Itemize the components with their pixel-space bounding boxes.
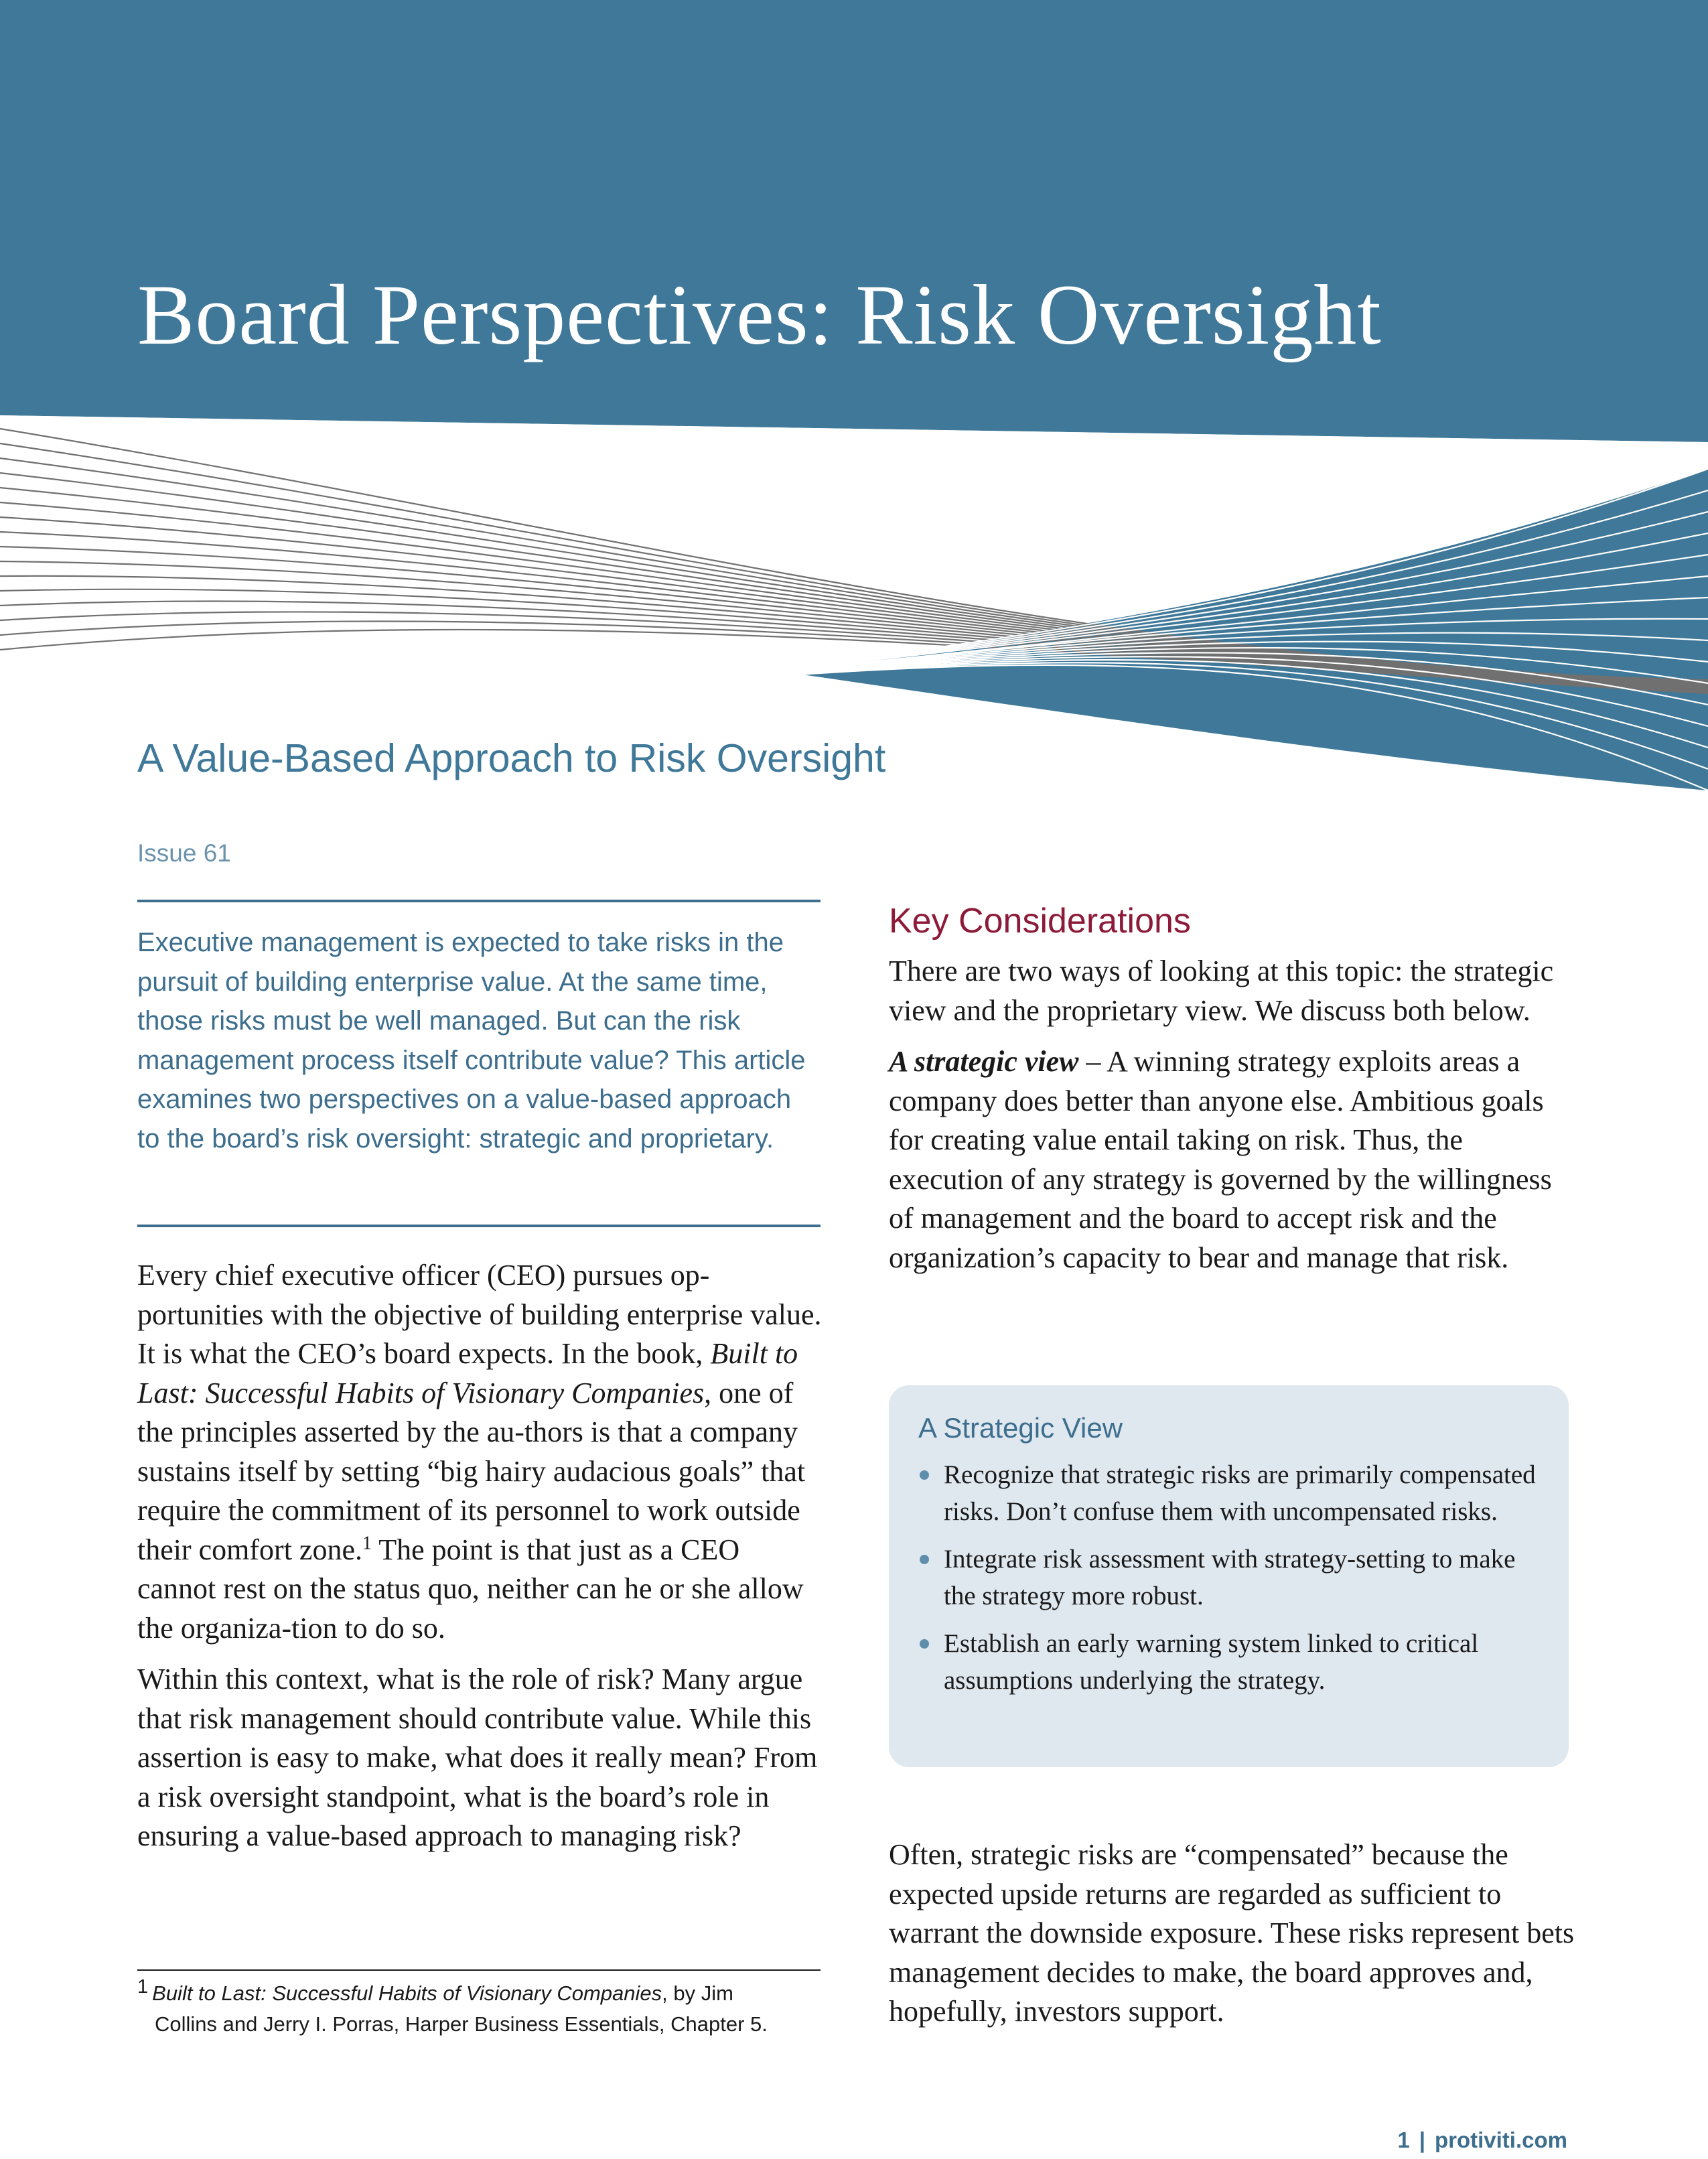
right-paragraph-2-text: – A winning strategy exploits areas a company does better than anyone else. Ambitious goals for creating value entail taking on risk. Thus, the execution of any strategy is governed by the willingness of management and the board to accept risk and the organization’s capacity to bear and manage that risk. [889,1045,1552,1274]
issue-label: Issue 61 [137,839,231,867]
right-paragraph-1: There are two ways of looking at this topic: the strategic view and the proprietary view. We discuss both below. [889,955,1554,1027]
body-paragraph-2: Within this context, what is the role of risk? Many argue that risk management should contribute value. While this assertion is easy to make, what does it really mean? From a risk oversight standpoint, what is the board’s role in ensuring a value-based approach to managing risk? [137,1663,818,1852]
body-paragraph-1 [137,1256,824,1648]
footnote-line-2: Collins and Jerry I. Porras, Harper Business Essentials, Chapter 5. [155,2012,768,2036]
callout-title: A Strategic View [918,1412,1123,1444]
bullet-icon [920,1639,929,1649]
footnote-book-title: Built to Last: Successful Habits of Visionary Companies [152,1981,662,2005]
strategic-view-callout [889,1385,1569,1767]
right-column-body-lower [889,1835,1579,2032]
callout-item-text: Integrate risk assessment with strategy-setting to make the strategy more robust. [944,1545,1516,1610]
callout-list [918,1456,1539,1699]
callout-item-text: Establish an early warning system linked to critical assumptions underlying the strategy. [944,1629,1479,1695]
strategic-view-lead: A strategic view [889,1045,1079,1078]
page-number: 1 [1397,2128,1410,2152]
summary-text: Executive management is expected to take risks in the pursuit of building enterprise value. At the same time, those risks must be well managed. But can the risk management process itself contribute value? This article examines two perspectives on a value-based approach to the board’s risk oversight: strategic and proprietary. [137,928,806,1154]
footer-site-link[interactable]: protiviti.com [1434,2128,1567,2152]
right-column-body [889,952,1572,1277]
banner-background [0,0,1708,442]
bullet-icon [920,1470,929,1480]
callout-list-item [918,1541,1539,1614]
summary-bottom-rule [137,1225,821,1227]
right-paragraph-3: Often, strategic risks are “compensated” because the expected upside returns are regarded as sufficient to warrant the downside exposure. These risks represent bets management decides to make, the board approves and, hopefully, investors support. [889,1838,1575,2028]
body-paragraph-1-text-c: The point is that just as a CEO cannot rest on the status quo, neither can he or she allow the organiza-tion to do so. [137,1533,804,1645]
book-title: Built to Last: Successful Habits of Visionary Companies [137,1337,798,1409]
right-paragraph-2 [889,1042,1572,1277]
body-paragraph-1-text-b: , one of the principles asserted by the au-thors is that a company sustains itself by setting “big hairy audacious goals” that require the commitment of its personnel to work outside their comfort zone. [137,1376,806,1566]
footer-separator: | [1419,2128,1425,2152]
footnote-text-1: , by Jim [662,1981,733,2005]
callout-item-text: Recognize that strategic risks are primarily compensated risks. Don’t confuse them with uncompensated risks. [944,1460,1536,1526]
left-column-body [137,1256,824,1856]
article-subtitle: A Value-Based Approach to Risk Oversight [137,736,886,780]
callout-list-item [918,1456,1539,1530]
footnote-line-1 [137,1975,821,2009]
key-considerations-heading: Key Considerations [889,902,1191,941]
bullet-icon [920,1555,929,1564]
footnote-reference: 1 [362,1532,372,1553]
body-paragraph-1-text-a: Every chief executive officer (CEO) pursues op-portunities with the objective of building enterprise value. It is what the CEO’s board expects. In the book, [137,1259,822,1370]
page-footer [1397,2128,1567,2153]
footnote-number: 1 [137,1975,149,1998]
callout-list-item [918,1625,1539,1699]
page-title: Board Perspectives: Risk Oversight [137,267,1382,362]
footnote [137,1975,821,2040]
summary-top-rule [137,900,821,902]
footnote-rule [137,1969,821,1971]
header-banner [0,0,1708,844]
